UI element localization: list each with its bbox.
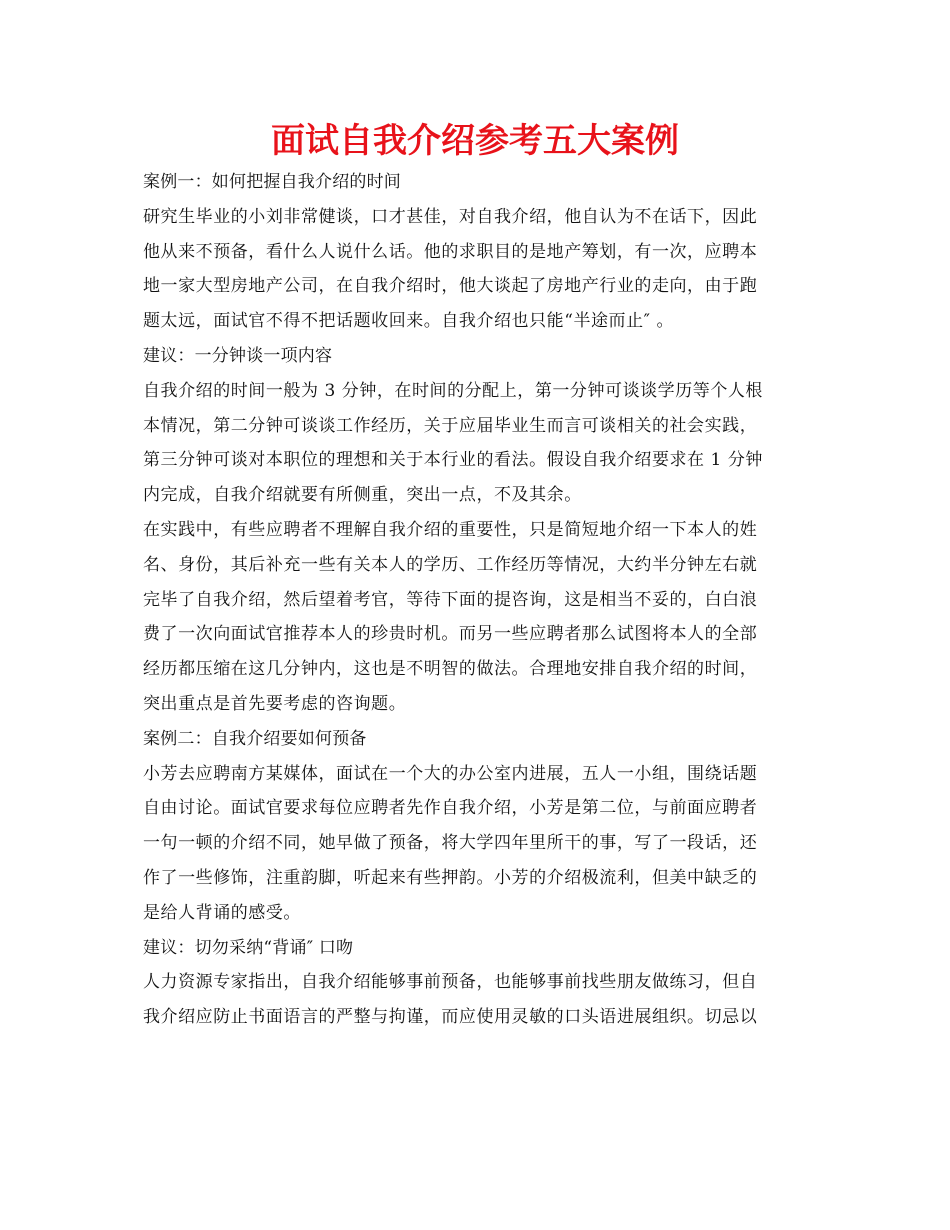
- paragraph-line: 是给人背诵的感受。: [143, 902, 301, 923]
- paragraph-line: 他从来不预备，看什么人说什么话。他的求职目的是地产筹划，有一次，应聘本: [143, 241, 758, 262]
- paragraph-line: 本情况，第二分钟可谈谈工作经历，关于应届毕业生而言可谈相关的社会实践，: [143, 415, 758, 436]
- section-heading: 案例一：如何把握自我介绍的时间: [143, 172, 401, 192]
- section-heading: 案例二：自我介绍要如何预备: [143, 728, 367, 749]
- section-heading: 建议：一分钟谈一项内容: [143, 345, 333, 366]
- paragraph-line: 研究生毕业的小刘非常健谈，口才甚佳，对自我介绍，他自认为不在话下，因此: [143, 206, 758, 227]
- paragraph-line: 突出重点是首先要考虑的咨询题。: [143, 693, 407, 714]
- paragraph-line: 小芳去应聘南方某媒体，面试在一个大的办公室内进展，五人一小组，围绕话题: [143, 763, 758, 784]
- paragraph-line: 在实践中，有些应聘者不理解自我介绍的重要性，只是简短地介绍一下本人的姓: [143, 519, 758, 540]
- paragraph-line: 我介绍应防止书面语言的严整与拘谨，而应使用灵敏的口头语进展组织。切忌以: [143, 1007, 758, 1028]
- paragraph-line: 自由讨论。面试官要求每位应聘者先作自我介绍，小芳是第二位，与前面应聘者: [143, 798, 758, 819]
- paragraph-line: 费了一次向面试官推荐本人的珍贵时机。而另一些应聘者那么试图将本人的全部: [143, 624, 758, 645]
- document-body: [143, 165, 801, 1035]
- paragraph-line: 第三分钟可谈对本职位的理想和关于本行业的看法。假设自我介绍要求在 1 分钟: [143, 450, 763, 471]
- section-heading: 建议：切勿采纳“背诵″ 口吻: [143, 937, 354, 958]
- document-title: 面试自我介绍参考五大案例: [271, 121, 679, 161]
- paragraph-line: 名、身份，其后补充一些有关本人的学历、工作经历等情况，大约半分钟左右就: [143, 554, 758, 575]
- paragraph-line: 地一家大型房地产公司，在自我介绍时，他大谈起了房地产行业的走向，由于跑: [143, 276, 758, 297]
- paragraph-line: 一句一顿的介绍不同，她早做了预备，将大学四年里所干的事，写了一段话，还: [143, 833, 758, 854]
- paragraph-line: 作了一些修饰，注重韵脚，听起来有些押韵。小芳的介绍极流利，但美中缺乏的: [143, 867, 758, 888]
- paragraph-line: 经历都压缩在这几分钟内，这也是不明智的做法。合理地安排自我介绍的时间，: [143, 659, 758, 680]
- paragraph-line: 完毕了自我介绍，然后望着考官，等待下面的提咨询，这是相当不妥的，白白浪: [143, 589, 758, 610]
- paragraph-line: 人力资源专家指出，自我介绍能够事前预备，也能够事前找些朋友做练习，但自: [143, 972, 758, 993]
- paragraph-line: 内完成，自我介绍就要有所侧重，突出一点，不及其余。: [143, 485, 582, 506]
- paragraph-line: 题太远，面试官不得不把话题收回来。自我介绍也只能“半途而止″ 。: [143, 311, 675, 332]
- paragraph-line: 自我介绍的时间一般为 3 分钟，在时间的分配上，第一分钟可谈谈学历等个人根: [143, 380, 763, 401]
